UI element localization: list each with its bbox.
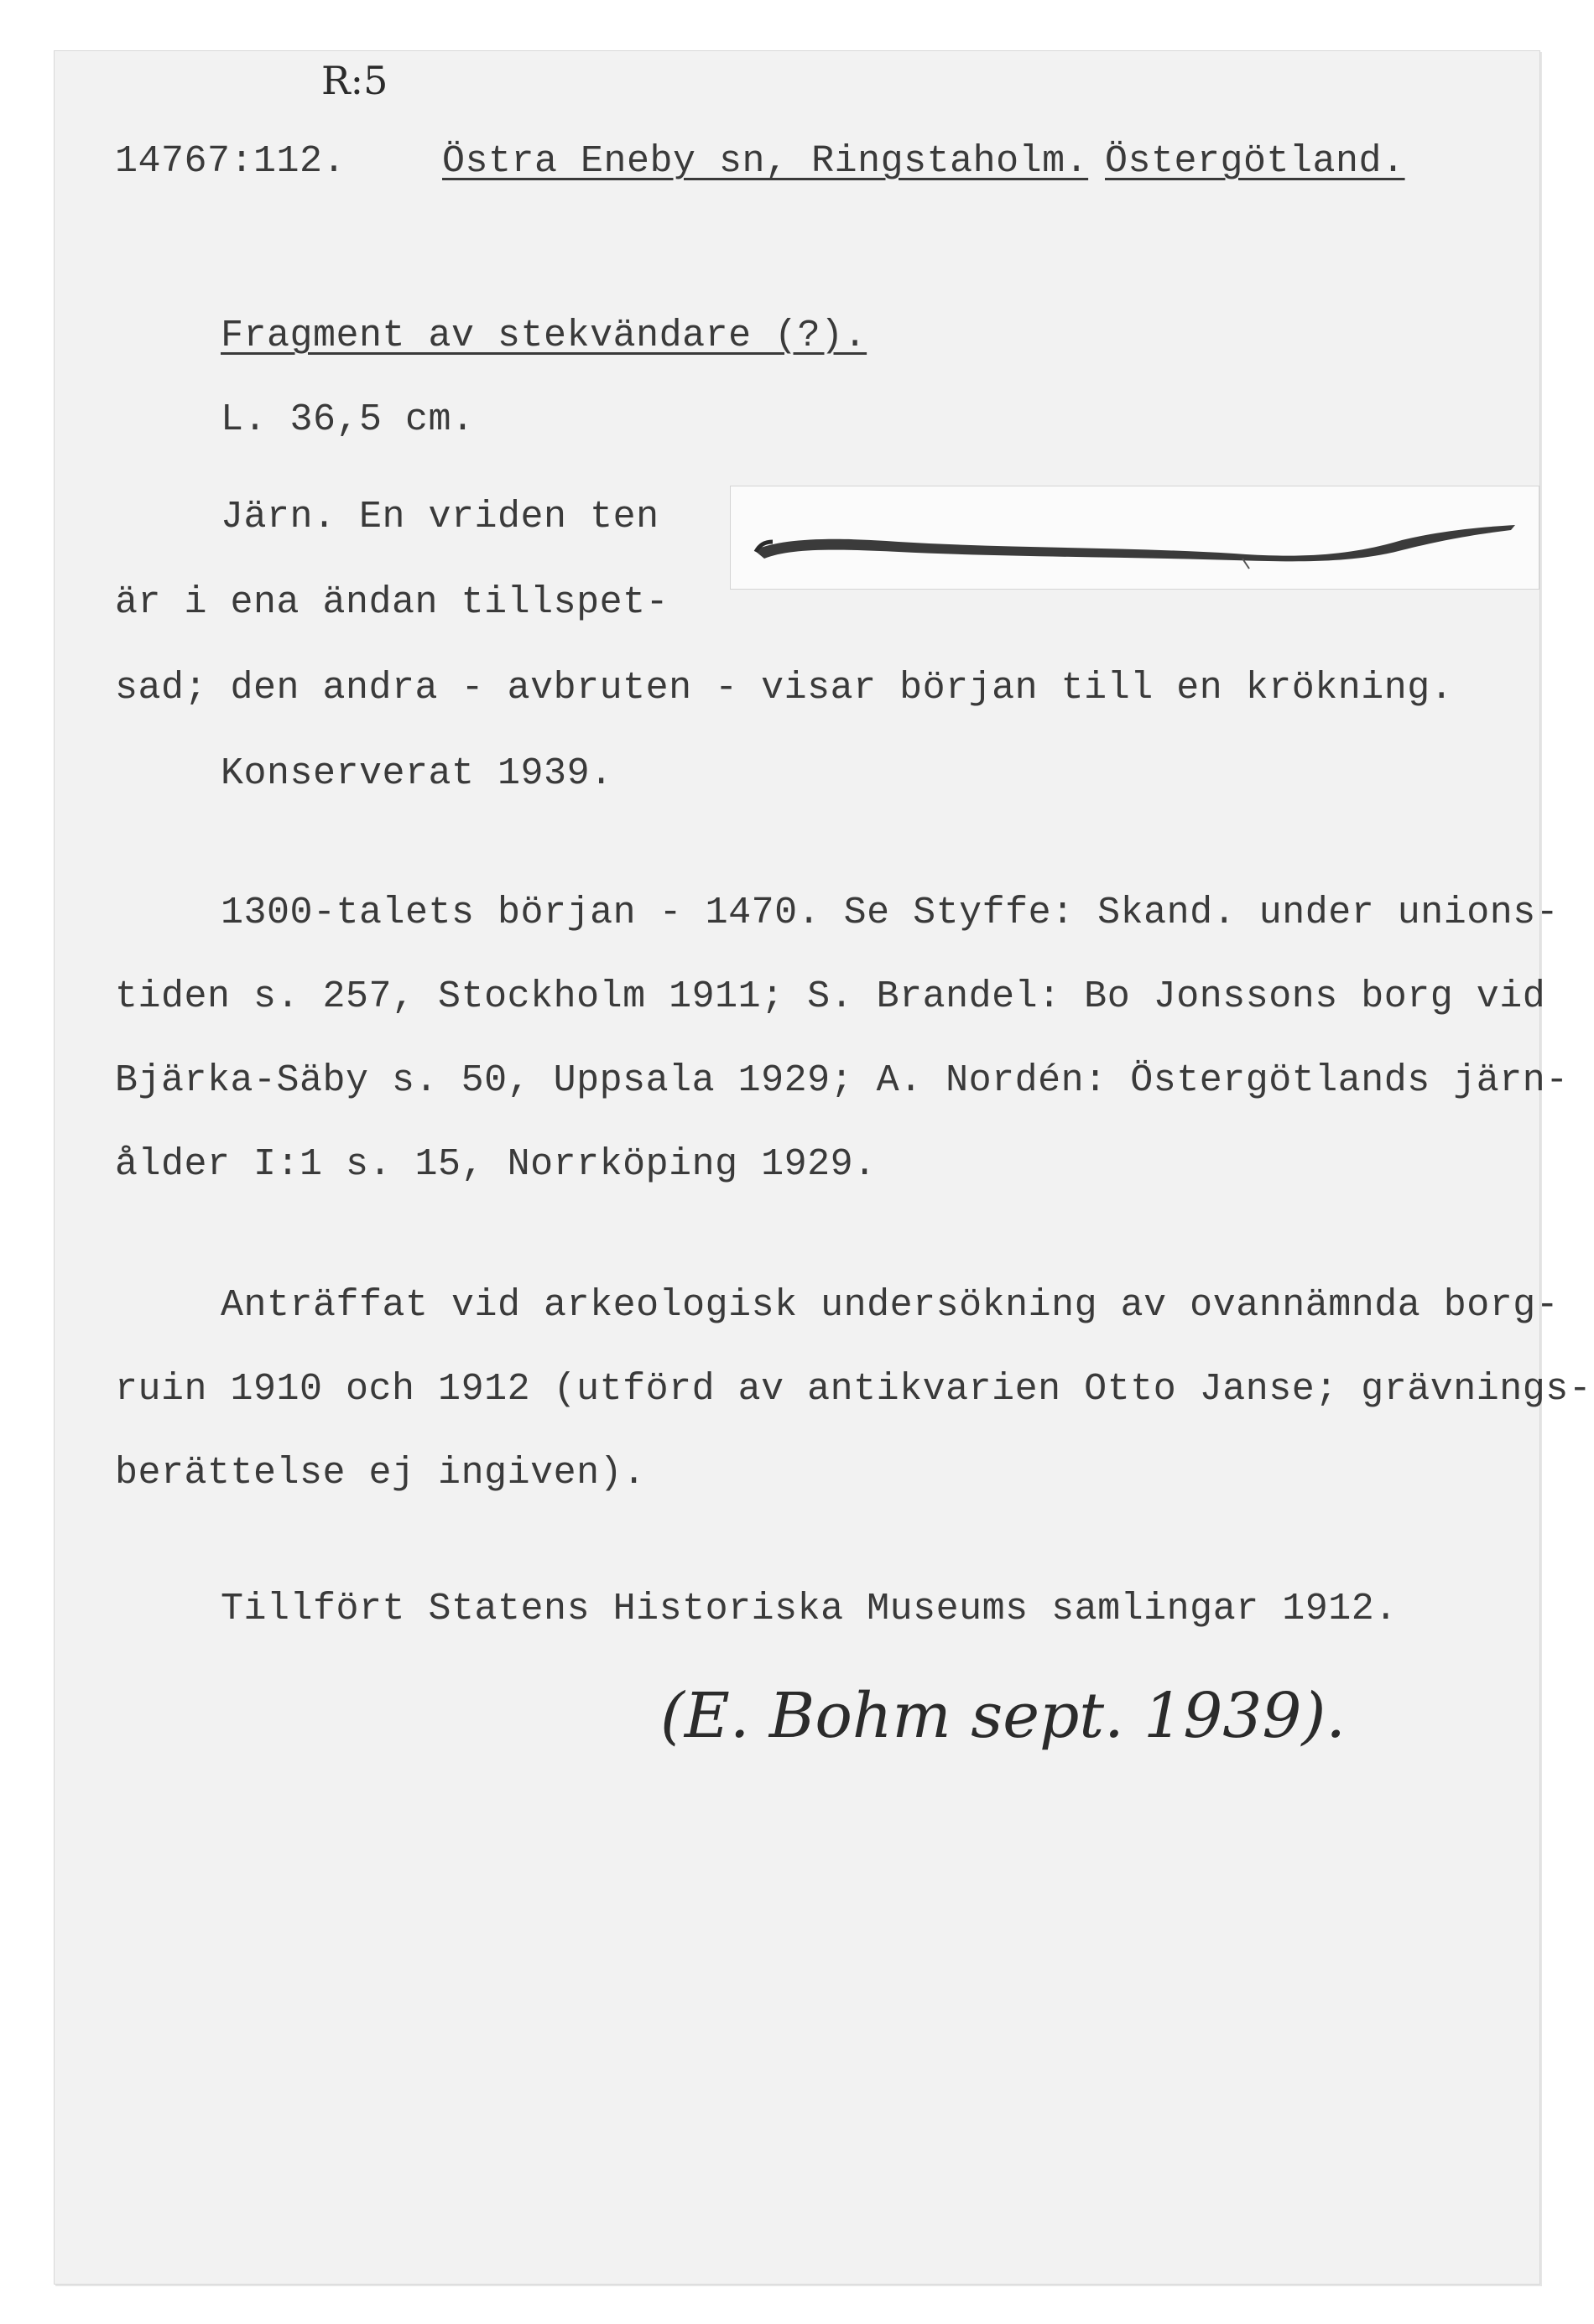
dating-line-1: 1300-talets början - 1470. Se Styffe: Skand. under unions- — [221, 892, 1560, 934]
description-line-1: Järn. En vriden ten — [221, 496, 659, 538]
description-line-4: Konserverat 1939. — [221, 752, 613, 795]
object-length: L. 36,5 cm. — [221, 398, 475, 441]
handwritten-annotation: R:5 — [321, 58, 388, 103]
description-line-3: sad; den andra - avbruten - visar början till en krökning. — [115, 667, 1454, 710]
object-title: Fragment av stekvändare (?). — [221, 315, 867, 357]
iron-rod-image — [731, 486, 1539, 589]
catalog-card — [54, 50, 1592, 2285]
acquisition-note: Tillfört Statens Historiska Museums samlingar 1912. — [221, 1588, 1398, 1630]
find-line-3: berättelse ej ingiven). — [115, 1452, 646, 1495]
find-line-2: ruin 1910 och 1912 (utförd av antikvarien Otto Janse; grävnings- — [115, 1368, 1592, 1411]
dating-line-2: tiden s. 257, Stockholm 1911; S. Brandel: Bo Jonssons borg vid — [115, 975, 1546, 1018]
province: Östergötland. — [1105, 140, 1405, 183]
description-line-2: är i ena ändan tillspet- — [115, 581, 669, 624]
dating-line-4: ålder I:1 s. 15, Norrköping 1929. — [115, 1143, 877, 1186]
find-line-1: Anträffat vid arkeologisk undersökning av ovannämnda borg- — [221, 1284, 1560, 1327]
find-place: Östra Eneby sn, Ringstaholm. — [442, 140, 1089, 183]
object-photo — [730, 486, 1539, 590]
handwritten-signature: (E. Bohm sept. 1939). — [660, 1680, 1346, 1752]
dating-line-3: Bjärka-Säby s. 50, Uppsala 1929; A. Nordén: Östergötlands järn- — [115, 1059, 1569, 1102]
catalog-number: 14767:112. — [115, 140, 346, 183]
